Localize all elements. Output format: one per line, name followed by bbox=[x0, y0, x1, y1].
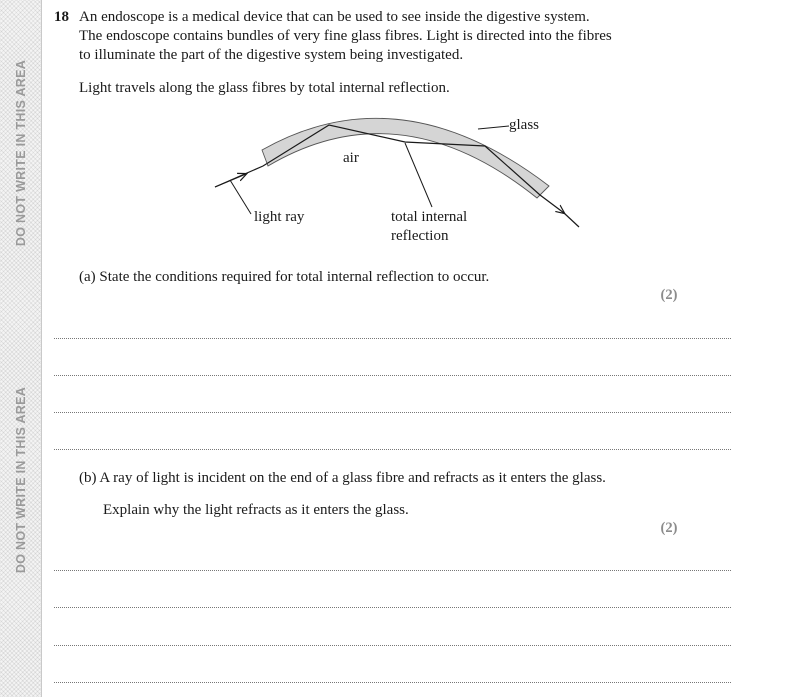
light-ray-leader bbox=[230, 180, 251, 214]
answer-line-a2[interactable] bbox=[54, 375, 731, 376]
glass-leader bbox=[478, 126, 509, 129]
answer-line-b3[interactable] bbox=[54, 645, 731, 646]
part-a-question: (a) State the conditions required for total internal reflection to occur. bbox=[79, 269, 490, 285]
part-b-marks: (2) bbox=[660, 520, 678, 536]
air-label: air bbox=[343, 150, 359, 166]
do-not-write-label-top: DO NOT WRITE IN THIS AREA bbox=[14, 59, 28, 247]
light-ray-path bbox=[215, 125, 564, 213]
answer-line-a1[interactable] bbox=[54, 338, 731, 339]
intro-line-2: The endoscope contains bundles of very fine glass fibres. Light is directed into the fibres bbox=[79, 28, 612, 44]
tir-label-line-2: reflection bbox=[391, 228, 449, 244]
answer-line-a4[interactable] bbox=[54, 449, 731, 450]
part-b-question: (b) A ray of light is incident on the end of a glass fibre and refracts as it enters the glass. bbox=[79, 470, 606, 486]
answer-line-a3[interactable] bbox=[54, 412, 731, 413]
glass-fibre bbox=[262, 118, 549, 198]
answer-line-b4[interactable] bbox=[54, 682, 731, 683]
tir-label-line-1: total internal bbox=[391, 209, 468, 225]
question-statement: Light travels along the glass fibres by total internal reflection. bbox=[79, 80, 450, 96]
glass-label: glass bbox=[509, 117, 539, 133]
do-not-write-label-bottom: DO NOT WRITE IN THIS AREA bbox=[14, 386, 28, 574]
intro-line-3: to illuminate the part of the digestive system being investigated. bbox=[79, 47, 464, 63]
question-number: 18 bbox=[54, 9, 69, 25]
answer-line-b2[interactable] bbox=[54, 607, 731, 608]
tir-leader bbox=[405, 143, 432, 207]
light-ray-label: light ray bbox=[254, 209, 305, 225]
part-a-marks: (2) bbox=[660, 287, 678, 303]
exit-ray bbox=[564, 213, 579, 227]
intro-line-1: An endoscope is a medical device that can be used to see inside the digestive system. bbox=[79, 9, 590, 25]
answer-line-b1[interactable] bbox=[54, 570, 731, 571]
part-b-instruction: Explain why the light refracts as it enters the glass. bbox=[103, 502, 409, 518]
